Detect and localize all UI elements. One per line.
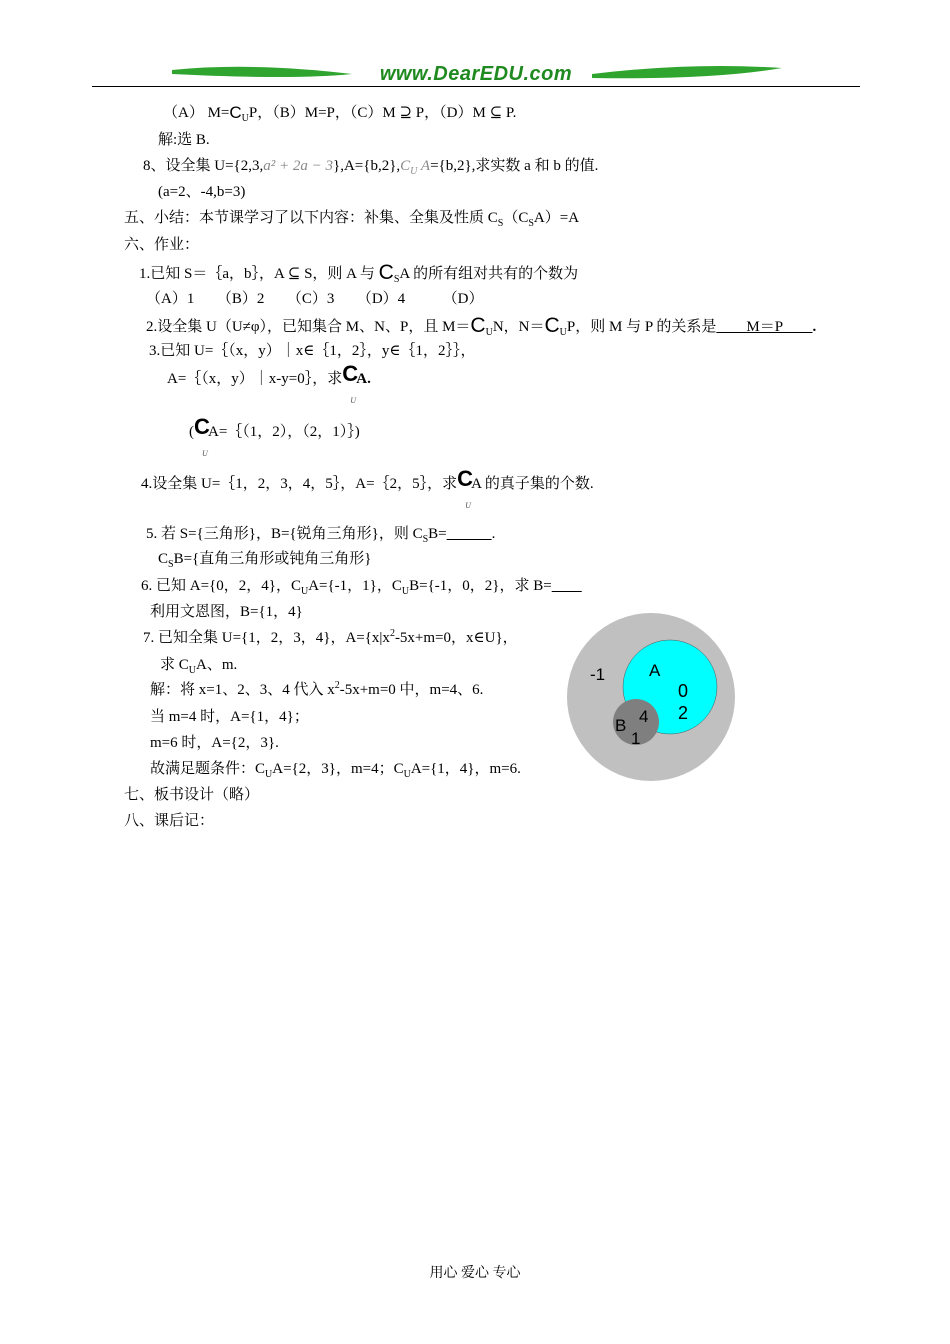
page-footer: 用心 爱心 专心 [429, 1266, 521, 1281]
venn-num-2: 2 [678, 703, 689, 723]
homework-3-answer: ( C U A=｛（1，2），（2，1）｝) [189, 414, 360, 458]
venn-num-1: 1 [631, 729, 641, 748]
problem-8-answer: (a=2、-4,b=3) [158, 184, 246, 200]
homework-6: 6. 已知 A={0，2，4}，$C_UA=\{-1$，1}，$C_UB=\{-1$，0，2}，求 B= [141, 578, 552, 597]
venn-a-label: A [649, 661, 661, 680]
venn-diagram [560, 610, 740, 785]
homework-7-solution: 解：将 x=1、2、3、4 代入 $x^2-5x+m=0$ 中，m=4、6. [150, 680, 484, 698]
section-summary: 五、小结：本节课学习了以下内容：补集、全集及性质 $C_S(C_SA)=A$ [124, 210, 580, 229]
homework-5-answer: $C_SB=${直角三角形或钝角三角形} [158, 551, 372, 570]
header-rule [92, 86, 860, 87]
venn-outer-label: -1 [590, 665, 606, 684]
problem-8: 8、设全集 $U=\{2,3,a^2 + 2a - 3\},A=\{b,2\},C_U$ A={b,2},求实数 a 和 b 的值. [143, 158, 599, 177]
answer-line: 解:选 B. [158, 132, 210, 148]
homework-7-line2: 求 $C_UA$、m. [160, 657, 238, 676]
homework-7-conclusion: 故满足题条件：$C_UA=\{2$，3}，m=4；$C_UA=\{1$，4}，m=6. [150, 761, 521, 780]
homework-3: 3.已知 U=｛（x，y）｜x∈｛1，2｝，y∈｛1，2｝｝， [149, 343, 476, 359]
homework-5: 5. 若 S={三角形}，B={锐角三角形}，则 $C_SB=$ . [146, 526, 496, 545]
site-logo[interactable]: www.DearEDU.com [379, 63, 573, 85]
section-board-design: 七、板书设计（略） [124, 787, 260, 803]
homework-7-case2: m=6 时，A={2，3}. [150, 735, 279, 751]
homework-1: 1.已知 S＝｛a，b｝，A ⊆ S，则 A 与 $C_SA$ 的所有组对共有的个数为 [139, 261, 579, 285]
complement-symbol: C U [194, 414, 210, 458]
homework-4: 4.设全集 U=｛1，2，3，4，5｝，A=｛2，5｝，求 C U A 的真子集的个数. [141, 466, 594, 510]
venn-num-4: 4 [639, 707, 649, 726]
homework-3-line2: A=｛（x，y）｜x-y=0｝，求 C U A. [167, 361, 371, 405]
section-notes: 八、课后记： [124, 813, 215, 829]
venn-b-label: B [615, 716, 627, 735]
options-line: （A） $M=C_UP$，（B）M=P，（C）M ⊇ P，（D）M ⊆ P. [163, 103, 517, 124]
section-homework: 六、作业： [124, 237, 200, 253]
homework-1-options: （A）1 （B）2 （C）3 （D）4 （D） [146, 291, 484, 307]
complement-symbol: C U [342, 361, 359, 405]
homework-7-case1: 当 m=4 时，A={1，4}； [150, 709, 309, 725]
homework-2: 2.设全集 U（U≠φ），已知集合 M、N、P，且 $M=C_UN$，$N=C_UP$，则 M 与 P 的关系是 M＝P . [146, 314, 817, 338]
homework-6-answer: 利用文恩图，B={1，4} [150, 604, 303, 620]
homework-7: 7. 已知全集 U={1，2，3，4}，$A=\{x|x^2-5x+m=0$，x∈U}， [143, 628, 518, 646]
venn-num-0: 0 [678, 681, 689, 701]
complement-symbol: C U [457, 466, 473, 510]
